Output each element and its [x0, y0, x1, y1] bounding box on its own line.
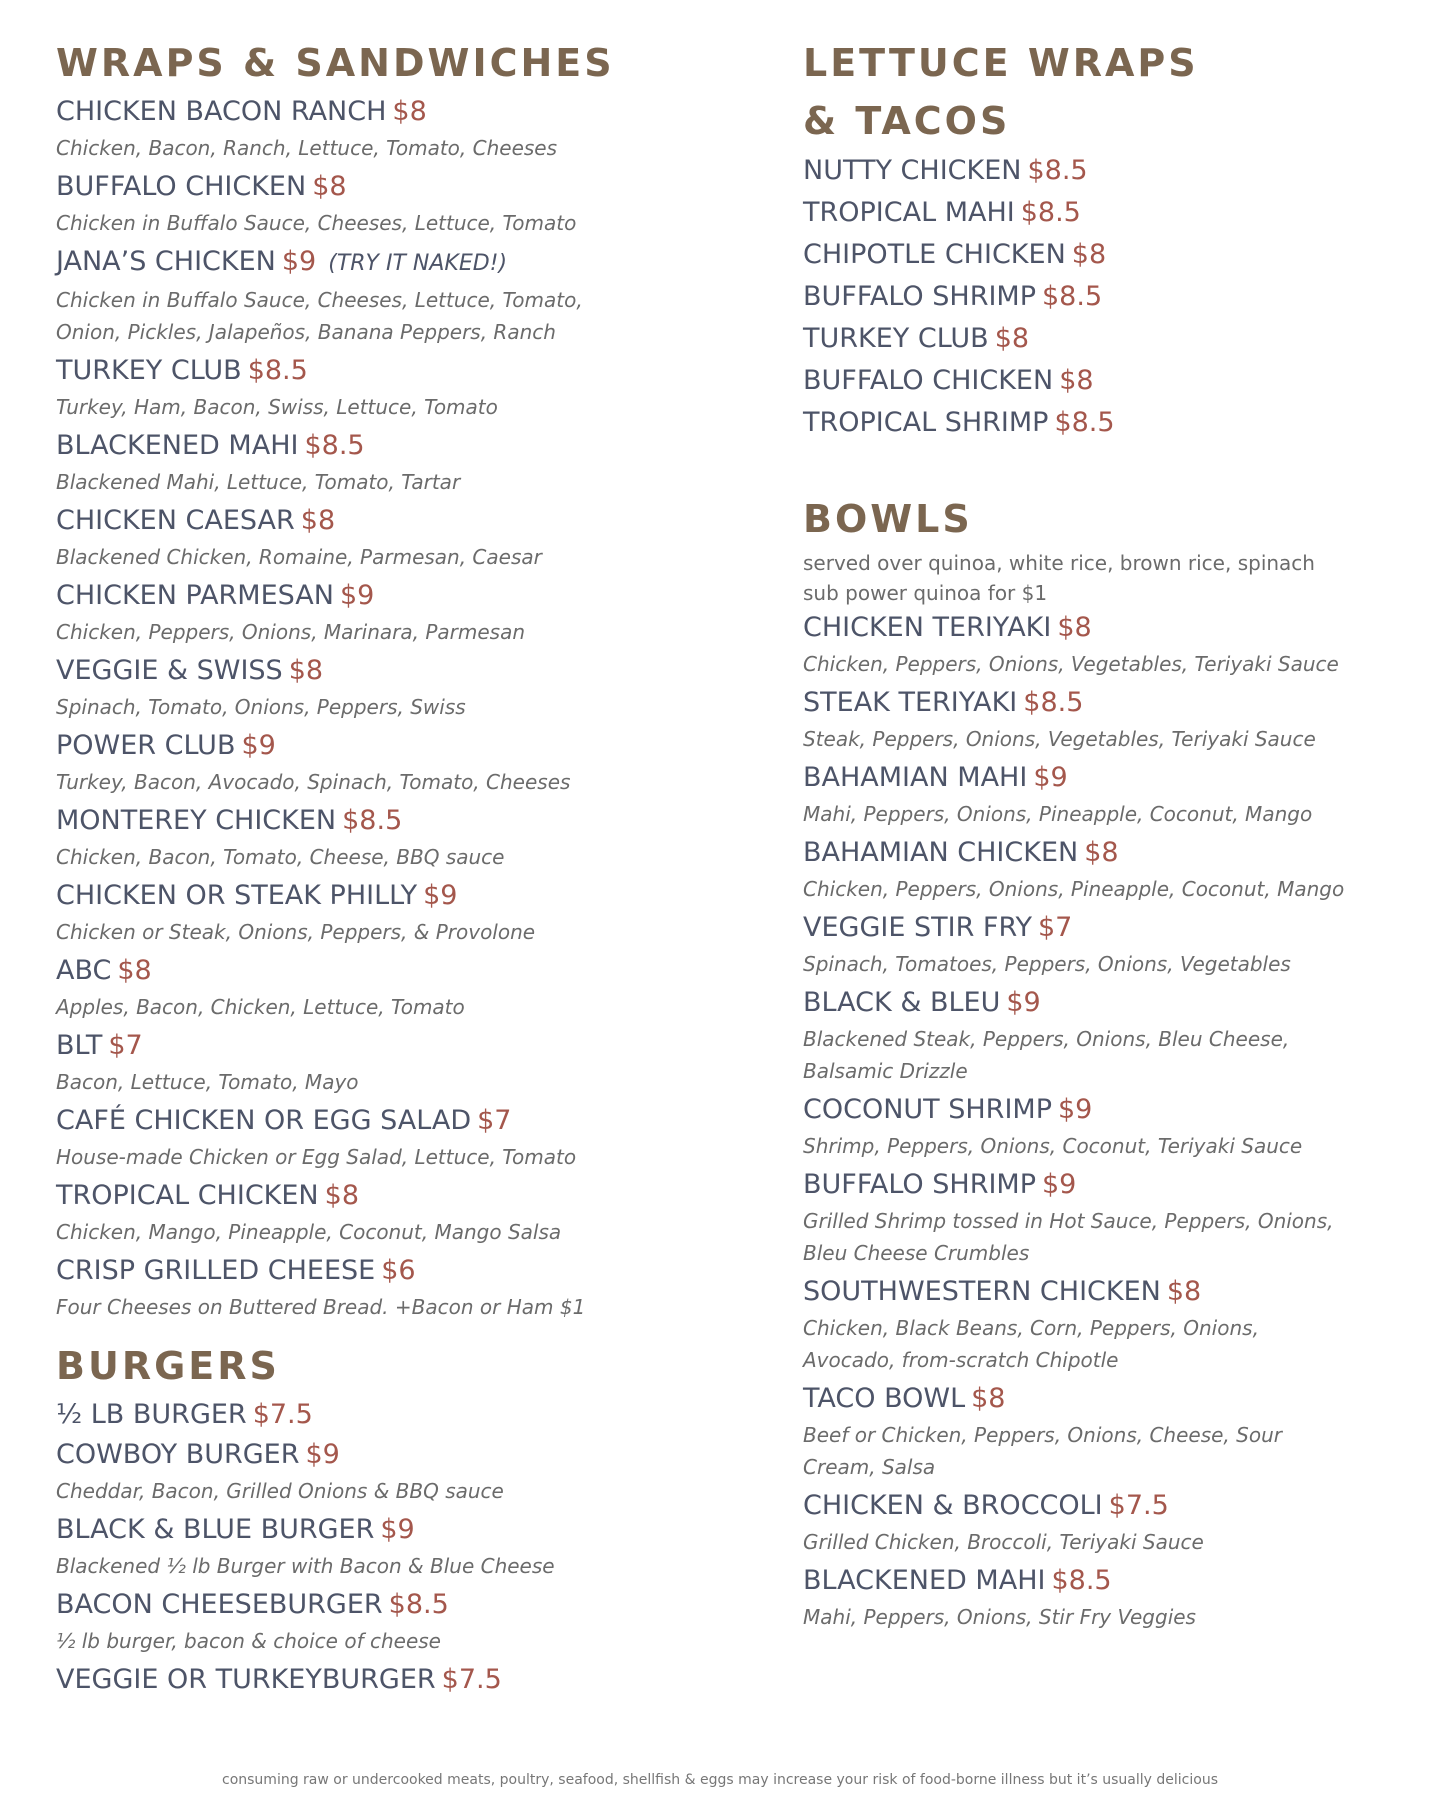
menu-item-description	[56, 1066, 756, 1098]
menu-item-title	[803, 276, 1403, 318]
menu-item-description-line: Turkey, Ham, Bacon, Swiss, Lettuce, Tomato	[56, 395, 498, 419]
menu-item-price: $8.5	[1051, 1565, 1112, 1596]
menu-item-description-line: Chicken in Buffalo Sauce, Cheeses, Lettuce, Tomato,	[56, 288, 583, 312]
menu-item-description	[56, 766, 756, 798]
bowls-subtitle	[803, 548, 1403, 608]
menu-item-description	[56, 1475, 756, 1507]
menu-item	[56, 351, 756, 423]
menu-item-price: $9	[339, 580, 375, 611]
menu-item-description	[803, 1023, 1403, 1087]
menu-item-title	[56, 426, 756, 466]
menu-item-title	[56, 726, 756, 766]
menu-item-description	[803, 1419, 1403, 1483]
menu-item-name: COCONUT SHRIMP	[803, 1094, 1052, 1125]
menu-item-name: CHICKEN PARMESAN	[56, 580, 334, 611]
menu-item-description	[56, 841, 756, 873]
menu-item-price: $7.5	[441, 1664, 502, 1695]
menu-item-description-line: Blackened Mahi, Lettuce, Tomato, Tartar	[56, 470, 461, 494]
menu-item-price: $9	[380, 1514, 415, 1545]
menu-item-description	[56, 207, 756, 239]
menu-item-name: ABC	[56, 955, 112, 986]
menu-item-title	[803, 1486, 1403, 1526]
menu-item	[803, 1379, 1403, 1483]
menu-item-title	[803, 402, 1403, 444]
bowls-subtitle-line: sub power quinoa for $1	[803, 581, 1048, 605]
menu-item-name: TURKEY CLUB	[56, 355, 242, 386]
menu-item	[56, 92, 756, 164]
menu-item-price: $8	[1166, 1276, 1202, 1307]
menu-item-name: BAHAMIAN CHICKEN	[803, 837, 1079, 868]
menu-item-title	[803, 150, 1403, 192]
menu-item-description-line: Balsamic Drizzle	[803, 1059, 968, 1083]
menu-item-description	[56, 1141, 756, 1173]
menu-item	[803, 192, 1403, 234]
menu-item-name: CAFÉ CHICKEN OR EGG SALAD	[56, 1105, 472, 1136]
menu-item-price: $7.5	[1108, 1490, 1169, 1521]
wraps-list	[56, 92, 756, 1323]
menu-item-price: $8	[1084, 837, 1119, 868]
menu-item-description	[56, 991, 756, 1023]
menu-item-description	[803, 1526, 1403, 1558]
menu-item-description	[56, 466, 756, 498]
menu-item	[56, 876, 756, 948]
menu-item-price: $8	[994, 323, 1030, 354]
menu-item	[803, 150, 1403, 192]
menu-item-title	[803, 1272, 1403, 1312]
menu-item-description-line: Bacon, Lettuce, Tomato, Mayo	[56, 1070, 359, 1094]
menu-item-description-line: Chicken, Peppers, Onions, Marinara, Parmesan	[56, 620, 526, 644]
menu-item-title	[803, 1561, 1403, 1601]
menu-item-description-line: Chicken or Steak, Onions, Peppers, & Provolone	[56, 920, 536, 944]
menu-item	[56, 1395, 756, 1435]
menu-item-price: $7	[477, 1105, 512, 1136]
menu-item-name: POWER CLUB	[56, 730, 236, 761]
menu-item-description-line: Turkey, Bacon, Avocado, Spinach, Tomato, Cheeses	[56, 770, 571, 794]
menu-item-price: $8	[117, 955, 152, 986]
menu-item	[56, 242, 756, 348]
menu-item-name: BUFFALO CHICKEN	[56, 171, 307, 202]
menu-item-title	[803, 192, 1403, 234]
lettuce-wraps-list	[803, 150, 1403, 444]
menu-item	[803, 360, 1403, 402]
menu-item-description-line: Steak, Peppers, Onions, Vegetables, Teriyaki Sauce	[803, 727, 1316, 751]
menu-item-description	[803, 1312, 1403, 1376]
menu-item	[803, 1090, 1403, 1162]
menu-item-description	[803, 798, 1403, 830]
menu-item-name: BLACK & BLEU	[803, 987, 1001, 1018]
menu-item-description	[803, 1601, 1403, 1633]
menu-item-description-line: Chicken in Buffalo Sauce, Cheeses, Lettuce, Tomato	[56, 211, 577, 235]
menu-item-price: $8	[392, 96, 427, 127]
menu-item-title	[803, 983, 1403, 1023]
menu-item-title	[803, 360, 1403, 402]
menu-item-price: $8.5	[388, 1589, 449, 1620]
menu-item-price: $7	[1037, 912, 1073, 943]
section-title-bowls: BOWLS	[803, 497, 973, 541]
menu-item	[803, 402, 1403, 444]
menu-item-price: $8.5	[304, 430, 365, 461]
menu-item-description-line: Blackened Steak, Peppers, Onions, Bleu Cheese,	[803, 1027, 1290, 1051]
menu-item-title	[56, 1585, 756, 1625]
menu-item-price: $9	[281, 246, 317, 277]
menu-item-price: $8	[288, 655, 324, 686]
menu-item-name: CHICKEN OR STEAK PHILLY	[56, 880, 418, 911]
menu-item	[803, 758, 1403, 830]
menu-item-price: $8.5	[1054, 407, 1115, 438]
menu-item-title	[56, 1510, 756, 1550]
menu-item-name: BLACKENED MAHI	[56, 430, 299, 461]
menu-item-title	[803, 1379, 1403, 1419]
menu-item-title	[56, 1435, 756, 1475]
menu-item-price: $8	[1057, 612, 1092, 643]
menu-item-name: BUFFALO SHRIMP	[803, 281, 1036, 312]
menu-item-name: VEGGIE STIR FRY	[803, 912, 1032, 943]
menu-item-description	[803, 873, 1403, 905]
menu-item-price: $9	[1006, 987, 1041, 1018]
menu-item-title	[56, 167, 756, 207]
menu-item-name: CRISP GRILLED CHEESE	[56, 1255, 376, 1286]
section-title-wraps: WRAPS & SANDWICHES	[56, 41, 615, 85]
menu-item	[56, 1510, 756, 1582]
menu-item-description-line: Blackened ½ lb Burger with Bacon & Blue Cheese	[56, 1554, 555, 1578]
menu-item	[56, 426, 756, 498]
menu-item-title	[56, 1660, 756, 1700]
menu-item-title	[56, 1176, 756, 1216]
menu-item-description	[56, 132, 756, 164]
menu-item-price: $9	[1042, 1169, 1077, 1200]
menu-item-title	[56, 92, 756, 132]
menu-item-title	[803, 1165, 1403, 1205]
menu-item-description-line: Four Cheeses on Buttered Bread. +Bacon or Ham $1	[56, 1295, 586, 1319]
menu-item-description-line: Chicken, Black Beans, Corn, Peppers, Onions,	[803, 1316, 1259, 1340]
menu-item	[56, 1176, 756, 1248]
menu-item-price: $9	[1033, 762, 1068, 793]
menu-item-name: JANA’S CHICKEN	[56, 246, 276, 277]
menu-item-price: $8	[312, 171, 347, 202]
menu-item-name: SOUTHWESTERN CHICKEN	[803, 1276, 1161, 1307]
right-column	[803, 34, 1403, 1636]
menu-item	[803, 683, 1403, 755]
menu-item-description-line: Cheddar, Bacon, Grilled Onions & BBQ sauce	[56, 1479, 504, 1503]
menu-item-price: $7.5	[252, 1399, 313, 1430]
menu-item-title	[56, 242, 756, 284]
menu-item-description	[803, 1205, 1403, 1269]
menu-item-price: $9	[305, 1439, 340, 1470]
menu-item-description-line: Blackened Chicken, Romaine, Parmesan, Caesar	[56, 545, 542, 569]
menu-item-price: $8	[324, 1180, 359, 1211]
menu-item-price: $9	[1058, 1094, 1093, 1125]
menu-item-name: ½ LB BURGER	[56, 1399, 247, 1430]
menu-item-description-line: Grilled Shrimp tossed in Hot Sauce, Peppers, Onions,	[803, 1209, 1334, 1233]
menu-item-price: $8.5	[1023, 687, 1084, 718]
menu-item-description-line: Bleu Cheese Crumbles	[803, 1241, 1030, 1265]
menu-item-name: TACO BOWL	[803, 1383, 966, 1414]
menu-item-name: TROPICAL SHRIMP	[803, 407, 1049, 438]
menu-item	[56, 1585, 756, 1657]
menu-item-description-line: Cream, Salsa	[803, 1455, 936, 1479]
menu-item	[803, 318, 1403, 360]
menu-item-price: $8	[1059, 365, 1094, 396]
burgers-list	[56, 1395, 756, 1700]
menu-item	[56, 801, 756, 873]
menu-item	[56, 1660, 756, 1700]
menu-item-note: (TRY IT NAKED!)	[328, 251, 508, 276]
menu-item-name: VEGGIE & SWISS	[56, 655, 283, 686]
menu-item	[803, 608, 1403, 680]
menu-item	[803, 1272, 1403, 1376]
section-title-line: LETTUCE WRAPS	[803, 41, 1199, 85]
menu-item-title	[803, 758, 1403, 798]
menu-item-description-line: Apples, Bacon, Chicken, Lettuce, Tomato	[56, 995, 465, 1019]
menu-item	[56, 951, 756, 1023]
menu-item-title	[56, 801, 756, 841]
menu-item-name: CHICKEN TERIYAKI	[803, 612, 1052, 643]
menu-item-description	[803, 948, 1403, 980]
menu-item-price: $9	[423, 880, 458, 911]
menu-item-name: MONTEREY CHICKEN	[56, 805, 337, 836]
menu-item-description	[56, 691, 756, 723]
menu-item-title	[803, 318, 1403, 360]
menu-item-title	[56, 351, 756, 391]
menu-item-name: BLT	[56, 1030, 103, 1061]
menu-item-title	[56, 651, 756, 691]
menu-item-title	[56, 1026, 756, 1066]
section-title-line: & TACOS	[803, 99, 1011, 143]
menu-item-description-line: Chicken, Peppers, Onions, Vegetables, Teriyaki Sauce	[803, 652, 1339, 676]
menu-item-description-line: Onion, Pickles, Jalapeños, Banana Peppers, Ranch	[56, 320, 556, 344]
menu-item	[56, 501, 756, 573]
menu-item-description	[56, 1625, 756, 1657]
menu-item-title	[803, 1090, 1403, 1130]
menu-item-description	[803, 723, 1403, 755]
menu-item-description	[56, 1550, 756, 1582]
menu-item	[803, 1165, 1403, 1269]
menu-item-description-line: Avocado, from-scratch Chipotle	[803, 1348, 1119, 1372]
menu-item-price: $8.5	[247, 355, 308, 386]
menu-item-name: BAHAMIAN MAHI	[803, 762, 1028, 793]
menu-item-description	[56, 1216, 756, 1248]
menu-item-description	[56, 1291, 756, 1323]
menu-item	[803, 908, 1403, 980]
menu-item-title	[803, 234, 1403, 276]
menu-item	[56, 167, 756, 239]
menu-item	[56, 651, 756, 723]
menu-item-price: $6	[381, 1255, 416, 1286]
menu-item-name: CHICKEN CAESAR	[56, 505, 295, 536]
menu-item-title	[803, 908, 1403, 948]
menu-item-price: $8	[971, 1383, 1006, 1414]
menu-item-title	[56, 1395, 756, 1435]
menu-item-description-line: Shrimp, Peppers, Onions, Coconut, Teriyaki Sauce	[803, 1134, 1303, 1158]
menu-item	[56, 1101, 756, 1173]
menu-item-name: BACON CHEESEBURGER	[56, 1589, 383, 1620]
menu-item	[803, 1486, 1403, 1558]
menu-item-description	[56, 541, 756, 573]
menu-item-name: STEAK TERIYAKI	[803, 687, 1018, 718]
menu-item-title	[56, 1101, 756, 1141]
menu-item-description	[56, 916, 756, 948]
menu-item-price: $8.5	[1020, 197, 1081, 228]
menu-item	[803, 234, 1403, 276]
menu-item-description	[56, 284, 756, 348]
menu-item-title	[803, 683, 1403, 723]
section-title-burgers: BURGERS	[56, 1344, 280, 1388]
menu-item-price: $7	[108, 1030, 143, 1061]
menu-item-price: $8.5	[342, 805, 403, 836]
menu-item-title	[56, 876, 756, 916]
menu-item-description-line: Chicken, Peppers, Onions, Pineapple, Coconut, Mango	[803, 877, 1345, 901]
menu-item	[56, 1251, 756, 1323]
menu-item-title	[803, 608, 1403, 648]
menu-item-name: BUFFALO CHICKEN	[803, 365, 1054, 396]
menu-item-description-line: Beef or Chicken, Peppers, Onions, Cheese, Sour	[803, 1423, 1282, 1447]
menu-item	[803, 983, 1403, 1087]
menu-item-name: BLACKENED MAHI	[803, 1565, 1046, 1596]
food-safety-disclaimer: consuming raw or undercooked meats, poultry, seafood, shellfish & eggs may increase your risk of food-borne illness but it’s usually delicious	[222, 1772, 1218, 1788]
menu-item	[56, 726, 756, 798]
bowls-subtitle-line: served over quinoa, white rice, brown rice, spinach	[803, 551, 1315, 575]
menu-item-name: COWBOY BURGER	[56, 1439, 300, 1470]
menu-item	[803, 276, 1403, 318]
menu-item-price: $8.5	[1027, 155, 1088, 186]
menu-item-description	[56, 391, 756, 423]
menu-item-name: CHICKEN & BROCCOLI	[803, 1490, 1103, 1521]
menu-item-title	[56, 1251, 756, 1291]
menu-item	[56, 576, 756, 648]
menu-item-name: TROPICAL MAHI	[803, 197, 1015, 228]
menu-item-name: TROPICAL CHICKEN	[56, 1180, 319, 1211]
menu-item	[56, 1435, 756, 1507]
bowls-list	[803, 608, 1403, 1633]
menu-item-title	[56, 951, 756, 991]
menu-item-name: VEGGIE OR TURKEYBURGER	[56, 1664, 436, 1695]
menu-item-name: NUTTY CHICKEN	[803, 155, 1022, 186]
menu-item	[803, 1561, 1403, 1633]
menu-item-description-line: Grilled Chicken, Broccoli, Teriyaki Sauce	[803, 1530, 1204, 1554]
menu-item-description-line: ½ lb burger, bacon & choice of cheese	[56, 1629, 441, 1653]
menu-item-price: $8	[300, 505, 336, 536]
menu-item-description-line: Spinach, Tomato, Onions, Peppers, Swiss	[56, 695, 466, 719]
menu-item-name: CHICKEN BACON RANCH	[56, 96, 387, 127]
menu-item-name: CHIPOTLE CHICKEN	[803, 239, 1066, 270]
menu-item	[803, 833, 1403, 905]
menu-item-description	[56, 616, 756, 648]
menu-item-price: $8.5	[1042, 281, 1103, 312]
menu-item-name: BLACK & BLUE BURGER	[56, 1514, 375, 1545]
menu-item-description-line: Chicken, Bacon, Tomato, Cheese, BBQ sauce	[56, 845, 505, 869]
menu-item-description	[803, 648, 1403, 680]
menu-item-title	[56, 576, 756, 616]
menu-item-price: $9	[241, 730, 276, 761]
menu-item-description-line: House-made Chicken or Egg Salad, Lettuce, Tomato	[56, 1145, 577, 1169]
menu-item-description-line: Mahi, Peppers, Onions, Stir Fry Veggies	[803, 1605, 1196, 1629]
menu-item	[56, 1026, 756, 1098]
menu-item-description	[803, 1130, 1403, 1162]
menu-item-description-line: Mahi, Peppers, Onions, Pineapple, Coconut, Mango	[803, 802, 1313, 826]
menu-item-title	[56, 501, 756, 541]
menu-item-name: TURKEY CLUB	[803, 323, 989, 354]
menu-item-title	[803, 833, 1403, 873]
menu-item-description-line: Chicken, Bacon, Ranch, Lettuce, Tomato, Cheeses	[56, 136, 558, 160]
section-title-lettuce-wraps	[803, 34, 1403, 150]
menu-item-name: BUFFALO SHRIMP	[803, 1169, 1036, 1200]
left-column	[56, 34, 756, 1700]
menu-item-description-line: Spinach, Tomatoes, Peppers, Onions, Vegetables	[803, 952, 1291, 976]
menu-item-description-line: Chicken, Mango, Pineapple, Coconut, Mango Salsa	[56, 1220, 562, 1244]
menu-item-price: $8	[1071, 239, 1107, 270]
